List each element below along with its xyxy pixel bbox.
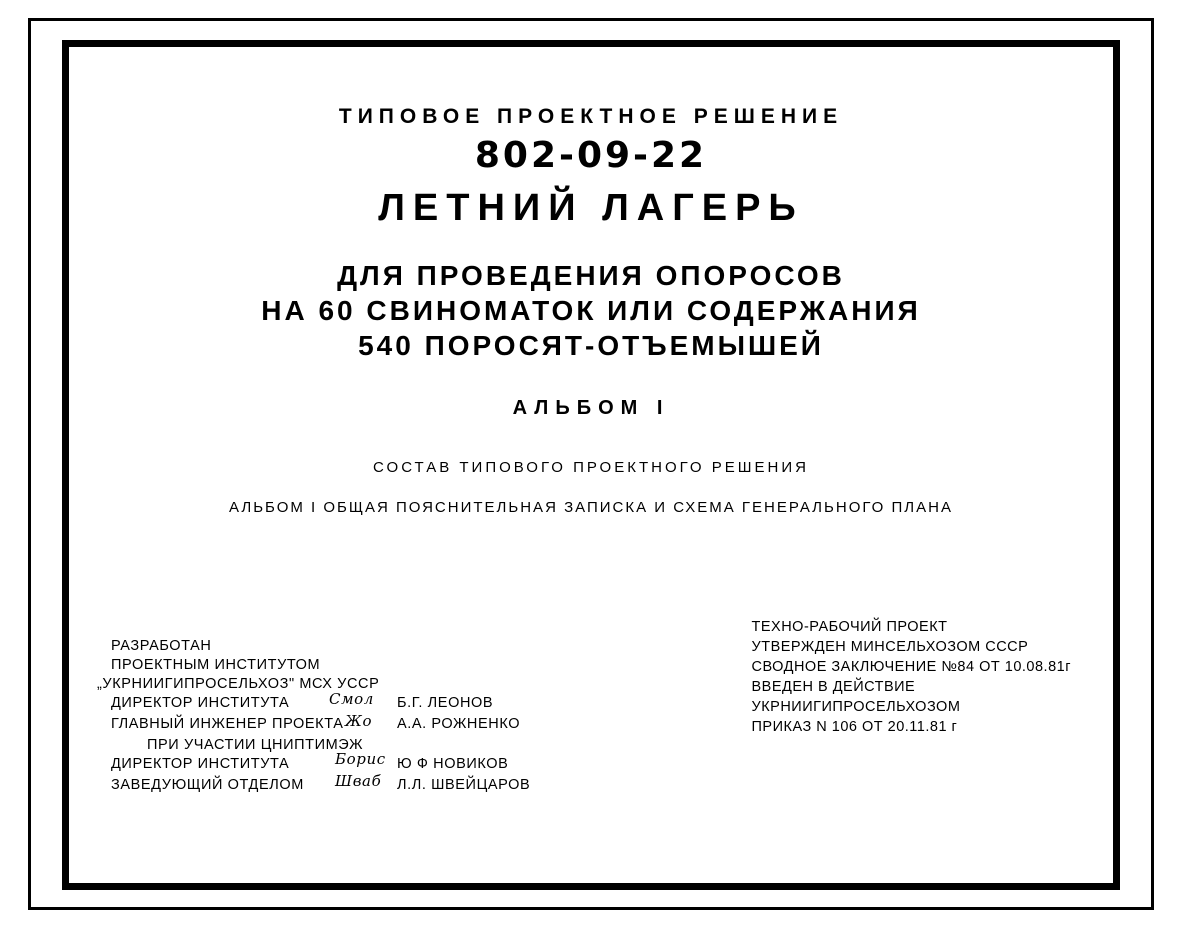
album-label: АЛЬБОМ I [512,397,670,419]
signature-mark: Шваб [335,772,382,790]
developer-line-2: ПРОЕКТНЫМ ИНСТИТУТОМ [111,657,321,673]
header-label: ТИПОВОЕ ПРОЕКТНОЕ РЕШЕНИЕ [338,105,844,128]
signature-role: ГЛАВНЫЙ ИНЖЕНЕР ПРОЕКТА [111,716,344,732]
subtitle-line-3: 540 ПОРОСЯТ-ОТЪЕМЫШЕЙ [358,330,824,361]
title-sheet [69,47,1113,883]
subtitle-line-2: НА 60 СВИНОМАТОК ИЛИ СОДЕРЖАНИЯ [261,295,921,326]
title-block-frame [62,40,1120,890]
participation-line: ПРИ УЧАСТИИ ЦНИПТИМЭЖ [147,737,364,753]
signature-row-chief-engineer [97,712,521,736]
signature-role: ЗАВЕДУЮЩИЙ ОТДЕЛОМ [111,777,304,793]
signature-name: А.А. РОЖНЕНКО [397,716,521,732]
signature-role: ДИРЕКТОР ИНСТИТУТА [111,756,290,772]
approval-line-4: ВВЕДЕН В ДЕЙСТВИЕ [751,679,916,695]
signature-name: Б.Г. ЛЕОНОВ [397,695,494,711]
approval-line-5: УКРНИИГИПРОСЕЛЬХОЗОМ [751,699,961,715]
approval-line-2: УТВЕРЖДЕН МИНСЕЛЬХОЗОМ СССР [751,639,1029,655]
developer-line-1: РАЗРАБОТАН [111,638,212,654]
approval-line-3: СВОДНОЕ ЗАКЛЮЧЕНИЕ №84 ОТ 10.08.81г [751,659,1071,675]
signature-mark: Смол [329,690,374,708]
approval-block [752,617,1072,737]
subtitle-line-1: ДЛЯ ПРОВЕДЕНИЯ ОПОРОСОВ [337,260,845,291]
signature-role: ДИРЕКТОР ИНСТИТУТА [111,695,290,711]
signature-name: Ю Ф НОВИКОВ [397,756,509,772]
page-title: ЛЕТНИЙ ЛАГЕРЬ [378,187,804,229]
signature-row-department-head [97,772,531,797]
signature-row-director-1 [97,690,494,715]
developer-line-3: „УКРНИИГИПРОСЕЛЬХОЗ" МСХ УССР [97,676,380,692]
approval-line-6: ПРИКАЗ N 106 ОТ 20.11.81 г [751,719,958,735]
signature-mark: Жо [345,712,373,730]
project-code: 802-09-22 [474,135,708,176]
album-contents-line: АЛЬБОМ I ОБЩАЯ ПОЯСНИТЕЛЬНАЯ ЗАПИСКА И СХЕМА ГЕНЕРАЛЬНОГО ПЛАНА [229,499,953,516]
signature-name: Л.Л. ШВЕЙЦАРОВ [397,777,531,793]
composition-label: СОСТАВ ТИПОВОГО ПРОЕКТНОГО РЕШЕНИЯ [373,459,809,476]
approval-line-1: ТЕХНО-РАБОЧИЙ ПРОЕКТ [751,619,948,635]
developer-block [97,637,531,797]
signature-mark: Борис [335,750,386,768]
